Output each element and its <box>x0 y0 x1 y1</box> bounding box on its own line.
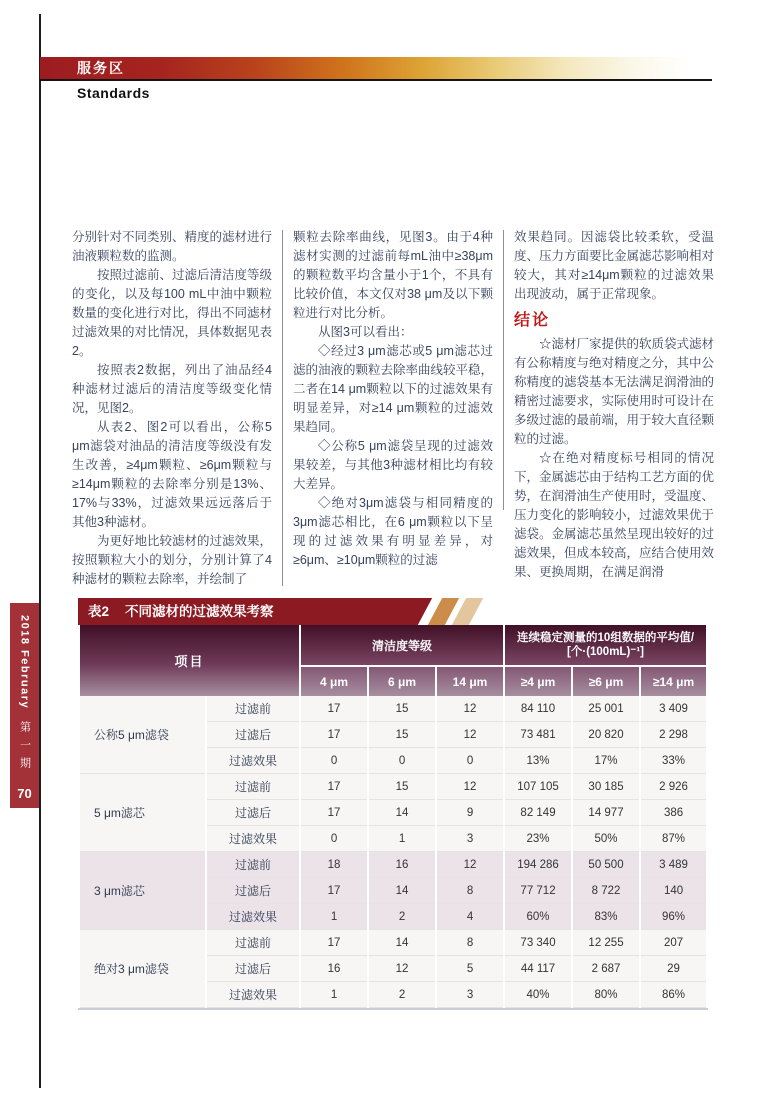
row-label: 过滤后 <box>207 956 299 982</box>
header-sub-4um: 4 μm <box>301 667 367 696</box>
cell: 2 298 <box>641 722 706 748</box>
article-body <box>72 228 714 589</box>
cell: 0 <box>301 748 367 774</box>
header-sub-14um: 14 μm <box>437 667 503 696</box>
paragraph: 按照过滤前、过滤后清洁度等级的变化，以及每100 mL中油中颗粒数量的变化进行对比，得出不同滤材过滤效果的对比情况，具体数据见表2。 <box>72 268 273 358</box>
cell: 12 <box>437 774 503 800</box>
cell: 2 926 <box>641 774 706 800</box>
table-bottom-rule <box>78 1008 708 1010</box>
row-label: 过滤前 <box>207 774 299 800</box>
cell: 84 110 <box>505 696 571 722</box>
paragraph: 从表2、图2可以看出，公称5 μm滤袋对油品的清洁度等级没有发生改善，≥4μm颗粒、≥6μm颗粒与≥14μm颗粒的去除率分别是13%、17%与33%，过滤效果远远落后于其他3种滤材。 <box>72 420 272 529</box>
article-column-3 <box>514 228 714 589</box>
table-title-label: 表2 <box>88 604 110 619</box>
table-row <box>80 930 706 956</box>
cell: 3 409 <box>641 696 706 722</box>
table-row <box>80 696 706 722</box>
cell: 8 722 <box>573 878 639 904</box>
column-divider <box>503 230 504 510</box>
table-titlebar <box>78 598 708 625</box>
table-2-block <box>78 598 708 1010</box>
column-divider <box>282 230 283 586</box>
paragraph: 为更好地比较滤材的过滤效果，按照颗粒大小的划分，分别计算了4种滤材的颗粒去除率，并绘制了 <box>72 534 273 586</box>
filter-name: 绝对3 μm滤袋 <box>80 930 205 1008</box>
header-sub-ge6um: ≥6 μm <box>573 667 639 696</box>
cell: 2 687 <box>573 956 639 982</box>
cell: 3 489 <box>641 852 706 878</box>
table-header <box>80 625 706 696</box>
cell: 20 820 <box>573 722 639 748</box>
paragraph: ◇公称5 μm滤袋呈现的过滤效果较差，与其他3种滤材相比均有较大差异。 <box>293 439 493 491</box>
header-sub-6um: 6 μm <box>369 667 435 696</box>
paragraph: 从图3可以看出： <box>318 325 413 339</box>
cell: 140 <box>641 878 706 904</box>
cell: 8 <box>437 878 503 904</box>
cell: 96% <box>641 904 706 930</box>
cell: 25 001 <box>573 696 639 722</box>
cell: 82 149 <box>505 800 571 826</box>
row-label: 过滤效果 <box>207 904 299 930</box>
cell: 14 <box>369 800 435 826</box>
header-average-group <box>505 625 706 667</box>
cell: 3 <box>437 982 503 1008</box>
cell: 33% <box>641 748 706 774</box>
cell: 30 185 <box>573 774 639 800</box>
row-label: 过滤效果 <box>207 748 299 774</box>
paragraph: ◇经过3 μm滤芯或5 μm滤芯过滤的油液的颗粒去除率曲线较平稳，二者在14 μm颗粒以下的过滤效果有明显差异，对≥14 μm颗粒的过滤效果趋同。 <box>293 344 494 434</box>
table-row <box>80 774 706 800</box>
cell: 5 <box>437 956 503 982</box>
issue-spine <box>10 603 39 808</box>
cell: 14 <box>369 878 435 904</box>
cell: 15 <box>369 696 435 722</box>
header-sub-ge14um: ≥14 μm <box>641 667 706 696</box>
cell: 12 <box>437 696 503 722</box>
banner-underline <box>40 79 712 81</box>
paragraph: 按照表2数据，列出了油品经4种滤材过滤后的清洁度等级变化情况，见图2。 <box>72 363 272 415</box>
cell: 12 255 <box>573 930 639 956</box>
cell: 14 <box>369 930 435 956</box>
section-sublabel: Standards <box>77 85 150 101</box>
cell: 16 <box>301 956 367 982</box>
cell: 60% <box>505 904 571 930</box>
cell: 207 <box>641 930 706 956</box>
cell: 12 <box>437 722 503 748</box>
cell: 17 <box>301 722 367 748</box>
paragraph: ☆滤材厂家提供的软质袋式滤材有公称精度与绝对精度之分，其中公称精度的滤袋基本无法满足润滑油的精密过滤要求，实际使用时可设计在多级过滤的最前端，用于较大直径颗粒的过滤。 <box>514 337 715 446</box>
article-column-1 <box>72 228 272 589</box>
page-number: 70 <box>17 786 32 801</box>
cell: 15 <box>369 774 435 800</box>
cell: 80% <box>573 982 639 1008</box>
row-label: 过滤效果 <box>207 982 299 1008</box>
cell: 8 <box>437 930 503 956</box>
cell: 1 <box>369 826 435 852</box>
cell: 107 105 <box>505 774 571 800</box>
row-label: 过滤前 <box>207 696 299 722</box>
row-label: 过滤后 <box>207 722 299 748</box>
row-label: 过滤前 <box>207 852 299 878</box>
header-sub-ge4um: ≥4 μm <box>505 667 571 696</box>
cell: 87% <box>641 826 706 852</box>
cell: 2 <box>369 904 435 930</box>
table-title <box>78 598 410 625</box>
row-label: 过滤前 <box>207 930 299 956</box>
issue-date: 2018 February <box>18 615 31 710</box>
filter-name: 5 μm滤芯 <box>80 774 205 852</box>
filter-effect-table <box>78 625 708 1008</box>
row-label: 过滤效果 <box>207 826 299 852</box>
cell: 0 <box>369 748 435 774</box>
cell: 17% <box>573 748 639 774</box>
header-cleanliness-group: 清洁度等级 <box>301 625 503 667</box>
cell: 194 286 <box>505 852 571 878</box>
cell: 17 <box>301 800 367 826</box>
cell: 12 <box>437 852 503 878</box>
cell: 17 <box>301 774 367 800</box>
cell: 50 500 <box>573 852 639 878</box>
cell: 2 <box>369 982 435 1008</box>
cell: 13% <box>505 748 571 774</box>
cell: 12 <box>369 956 435 982</box>
header-average-line1: 连续稳定测量的10组数据的平均值/ <box>517 632 695 644</box>
conclusion-heading: 结论 <box>514 312 551 329</box>
cell: 18 <box>301 852 367 878</box>
section-label: 服务区 <box>77 60 125 76</box>
row-label: 过滤后 <box>207 800 299 826</box>
cell: 14 977 <box>573 800 639 826</box>
cell: 0 <box>301 826 367 852</box>
header-average-line2: [个·(100mL)⁻¹] <box>567 646 645 658</box>
table-title-text: 不同滤材的过滤效果考察 <box>125 604 274 619</box>
paragraph: ☆在绝对精度标号相同的情况下，金属滤芯由于结构工艺方面的优势，在润滑油生产使用时，受温度、压力变化的影响较小，过滤效果优于滤袋。金属滤芯虽然呈现出较好的过滤效果，但成本较高，应结合使用效果、更换周期，在满足润滑 <box>514 451 715 579</box>
paragraph: 效果趋同。因滤袋比较柔软，受温度、压力方面要比金属滤芯影响相对较大，其对≥14μm颗粒的过滤效果出现波动，属于正常现象。 <box>514 230 715 301</box>
section-banner <box>40 57 712 79</box>
cell: 77 712 <box>505 878 571 904</box>
cell: 40% <box>505 982 571 1008</box>
issue-number: 第一期 <box>18 721 31 776</box>
cell: 17 <box>301 930 367 956</box>
cell: 0 <box>437 748 503 774</box>
cell: 4 <box>437 904 503 930</box>
cell: 29 <box>641 956 706 982</box>
cell: 73 481 <box>505 722 571 748</box>
cell: 386 <box>641 800 706 826</box>
cell: 9 <box>437 800 503 826</box>
cell: 73 340 <box>505 930 571 956</box>
cell: 15 <box>369 722 435 748</box>
cell: 83% <box>573 904 639 930</box>
cell: 3 <box>437 826 503 852</box>
cell: 44 117 <box>505 956 571 982</box>
paragraph: 颗粒去除率曲线，见图3。由于4种滤材实测的过滤前每mL油中≥38μm的颗粒数平均含量小于1个，不具有比较价值，本文仅对38 μm及以下颗粒进行对比分析。 <box>293 230 493 320</box>
row-label: 过滤后 <box>207 878 299 904</box>
cell: 86% <box>641 982 706 1008</box>
cell: 1 <box>301 904 367 930</box>
filter-name: 公称5 μm滤袋 <box>80 696 205 774</box>
cell: 17 <box>301 878 367 904</box>
paragraph: 分别针对不同类别、精度的滤材进行油液颗粒数的监测。 <box>72 230 273 263</box>
header-item: 项目 <box>80 625 299 696</box>
paragraph: ◇绝对3μm滤袋与相同精度的3μm滤芯相比，在6 μm颗粒以下呈现的过滤效果有明显差异，对≥6μm、≥10μm颗粒的过滤 <box>293 496 493 567</box>
filter-name: 3 μm滤芯 <box>80 852 205 930</box>
cell: 50% <box>573 826 639 852</box>
cell: 23% <box>505 826 571 852</box>
cell: 1 <box>301 982 367 1008</box>
table-row <box>80 852 706 878</box>
cell: 17 <box>301 696 367 722</box>
cell: 16 <box>369 852 435 878</box>
article-column-2 <box>293 228 493 589</box>
left-page-rule <box>39 14 41 1088</box>
